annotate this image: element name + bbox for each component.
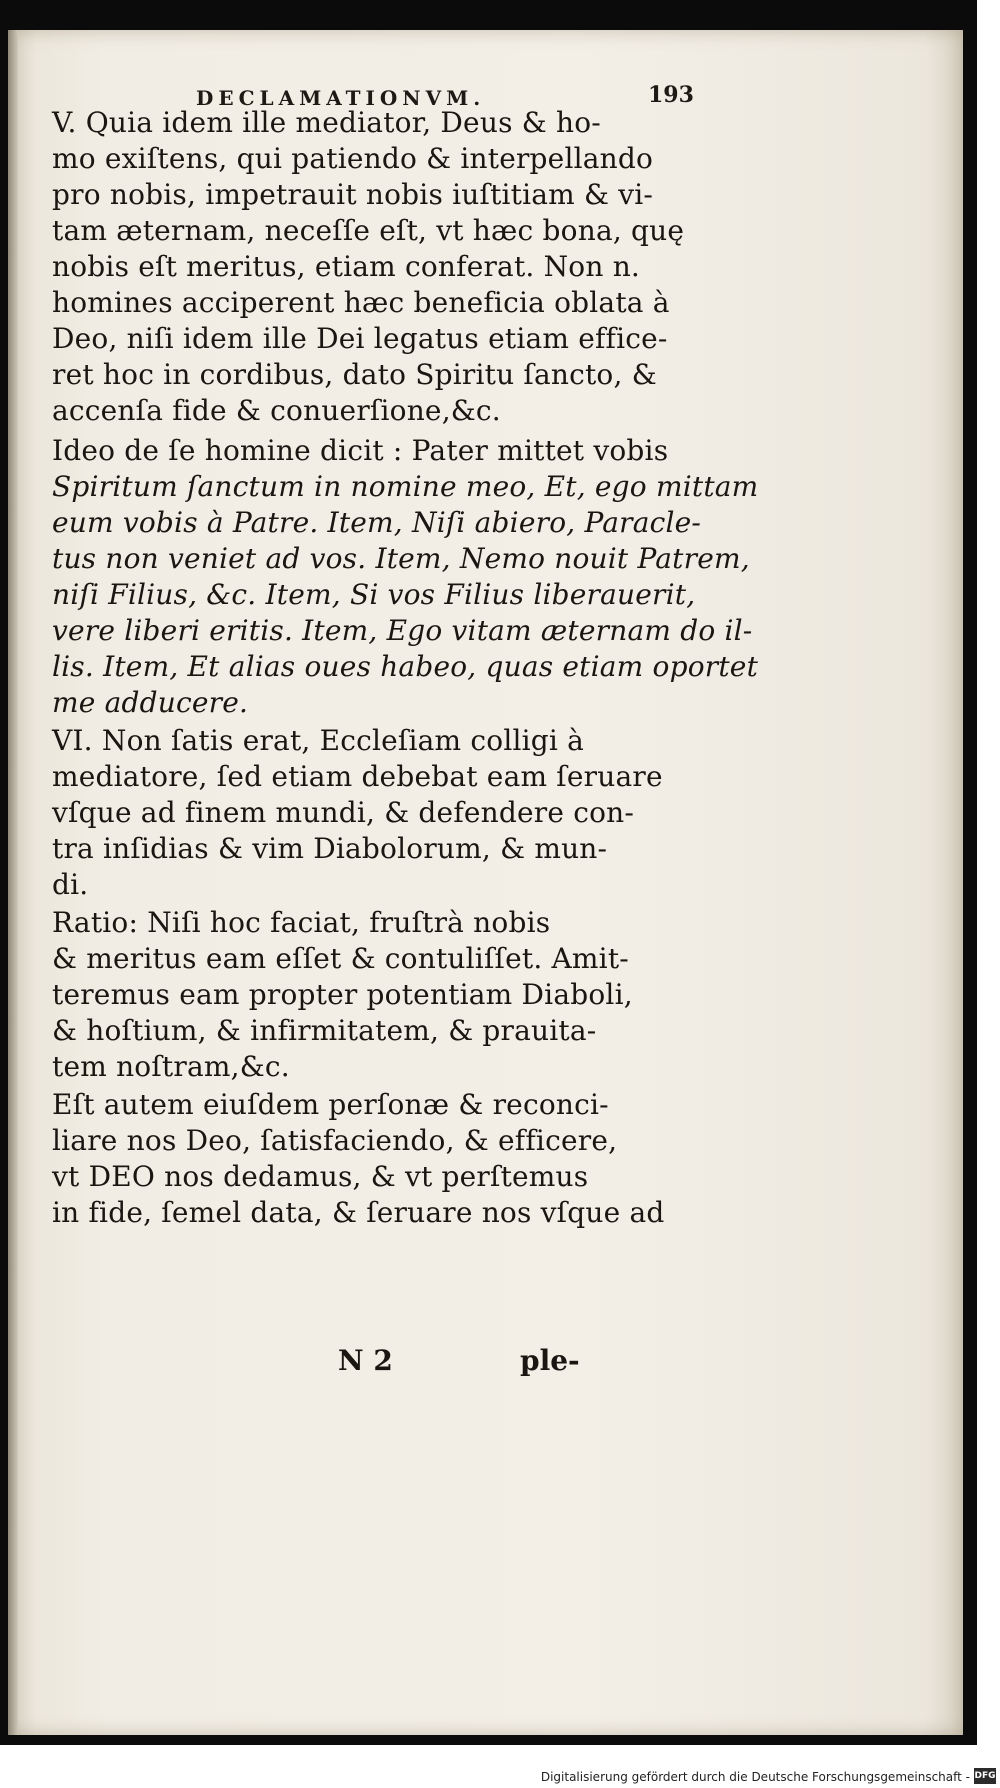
text-line: VI. Non ſatis erat, Eccleſiam colligi à xyxy=(52,724,585,757)
text-line: ret hoc in cordibus, dato Spiritu ſancto, & xyxy=(52,358,657,391)
text-line: eum vobis à Patre. Item, Niſi abiero, Paracle- xyxy=(52,506,702,539)
text-line: niſi Filius, &c. Item, Si vos Filius liberauerit, xyxy=(52,578,696,611)
text-line: di. xyxy=(52,868,89,901)
text-line: Ratio: Niſi hoc faciat, fruſtrà nobis xyxy=(52,906,551,939)
text-line: Deo, niſi idem ille Dei legatus etiam effice- xyxy=(52,322,668,355)
text-line: tus non veniet ad vos. Item, Nemo nouit Patrem, xyxy=(52,542,750,575)
page-gutter-edge xyxy=(8,30,18,1735)
text-line: lis. Item, Et alias oues habeo, quas etiam oportet xyxy=(52,650,759,683)
text-line: vſque ad finem mundi, & defendere con- xyxy=(52,796,635,829)
folio-number: 193 xyxy=(648,82,694,108)
text-line: vere liberi eritis. Item, Ego vitam æternam do il- xyxy=(52,614,753,647)
text-line: tam æternam, neceſſe eſt, vt hæc bona, quę xyxy=(52,214,685,247)
book-page xyxy=(8,30,963,1735)
text-line: me adducere. xyxy=(52,686,249,719)
text-line: & meritus eam eſſet & contuliſſet. Amit- xyxy=(52,942,629,975)
text-line: Ideo de ſe homine dicit : Pater mittet vobis xyxy=(52,434,669,467)
text-line: pro nobis, impetrauit nobis iuſtitiam & vi- xyxy=(52,178,654,211)
digitization-credit: Digitalisierung gefördert durch die Deutsche Forschungsgemeinschaft - xyxy=(540,1770,970,1784)
text-line: mo exiſtens, qui patiendo & interpellando xyxy=(52,142,654,175)
text-line: mediatore, ſed etiam debebat eam ſeruare xyxy=(52,760,663,793)
running-head: DECLAMATIONVM. xyxy=(196,86,486,110)
catchword: ple- xyxy=(520,1344,580,1377)
dfg-logo: DFG xyxy=(974,1768,996,1784)
text-line: tem noſtram,&c. xyxy=(52,1050,290,1083)
text-line: vt DEO nos dedamus, & vt perſtemus xyxy=(52,1160,589,1193)
signature-mark: N 2 xyxy=(338,1344,393,1377)
text-line: in fide, ſemel data, & ſeruare nos vſque ad xyxy=(52,1196,665,1229)
text-line: homines acciperent hæc beneficia oblata à xyxy=(52,286,670,319)
text-line: tra inſidias & vim Diabolorum, & mun- xyxy=(52,832,608,865)
text-line: teremus eam propter potentiam Diaboli, xyxy=(52,978,633,1011)
text-line: & hoſtium, & infirmitatem, & prauita- xyxy=(52,1014,597,1047)
text-line: liare nos Deo, ſatisfaciendo, & efficere, xyxy=(52,1124,618,1157)
text-line: accenſa fide & conuerſione,&c. xyxy=(52,394,501,427)
text-line: Spiritum ſanctum in nomine meo, Et, ego mittam xyxy=(52,470,759,503)
text-line: nobis eſt meritus, etiam conferat. Non n. xyxy=(52,250,641,283)
text-line: Eſt autem eiuſdem perſonæ & reconci- xyxy=(52,1088,609,1121)
text-line: V. Quia idem ille mediator, Deus & ho- xyxy=(52,106,601,139)
